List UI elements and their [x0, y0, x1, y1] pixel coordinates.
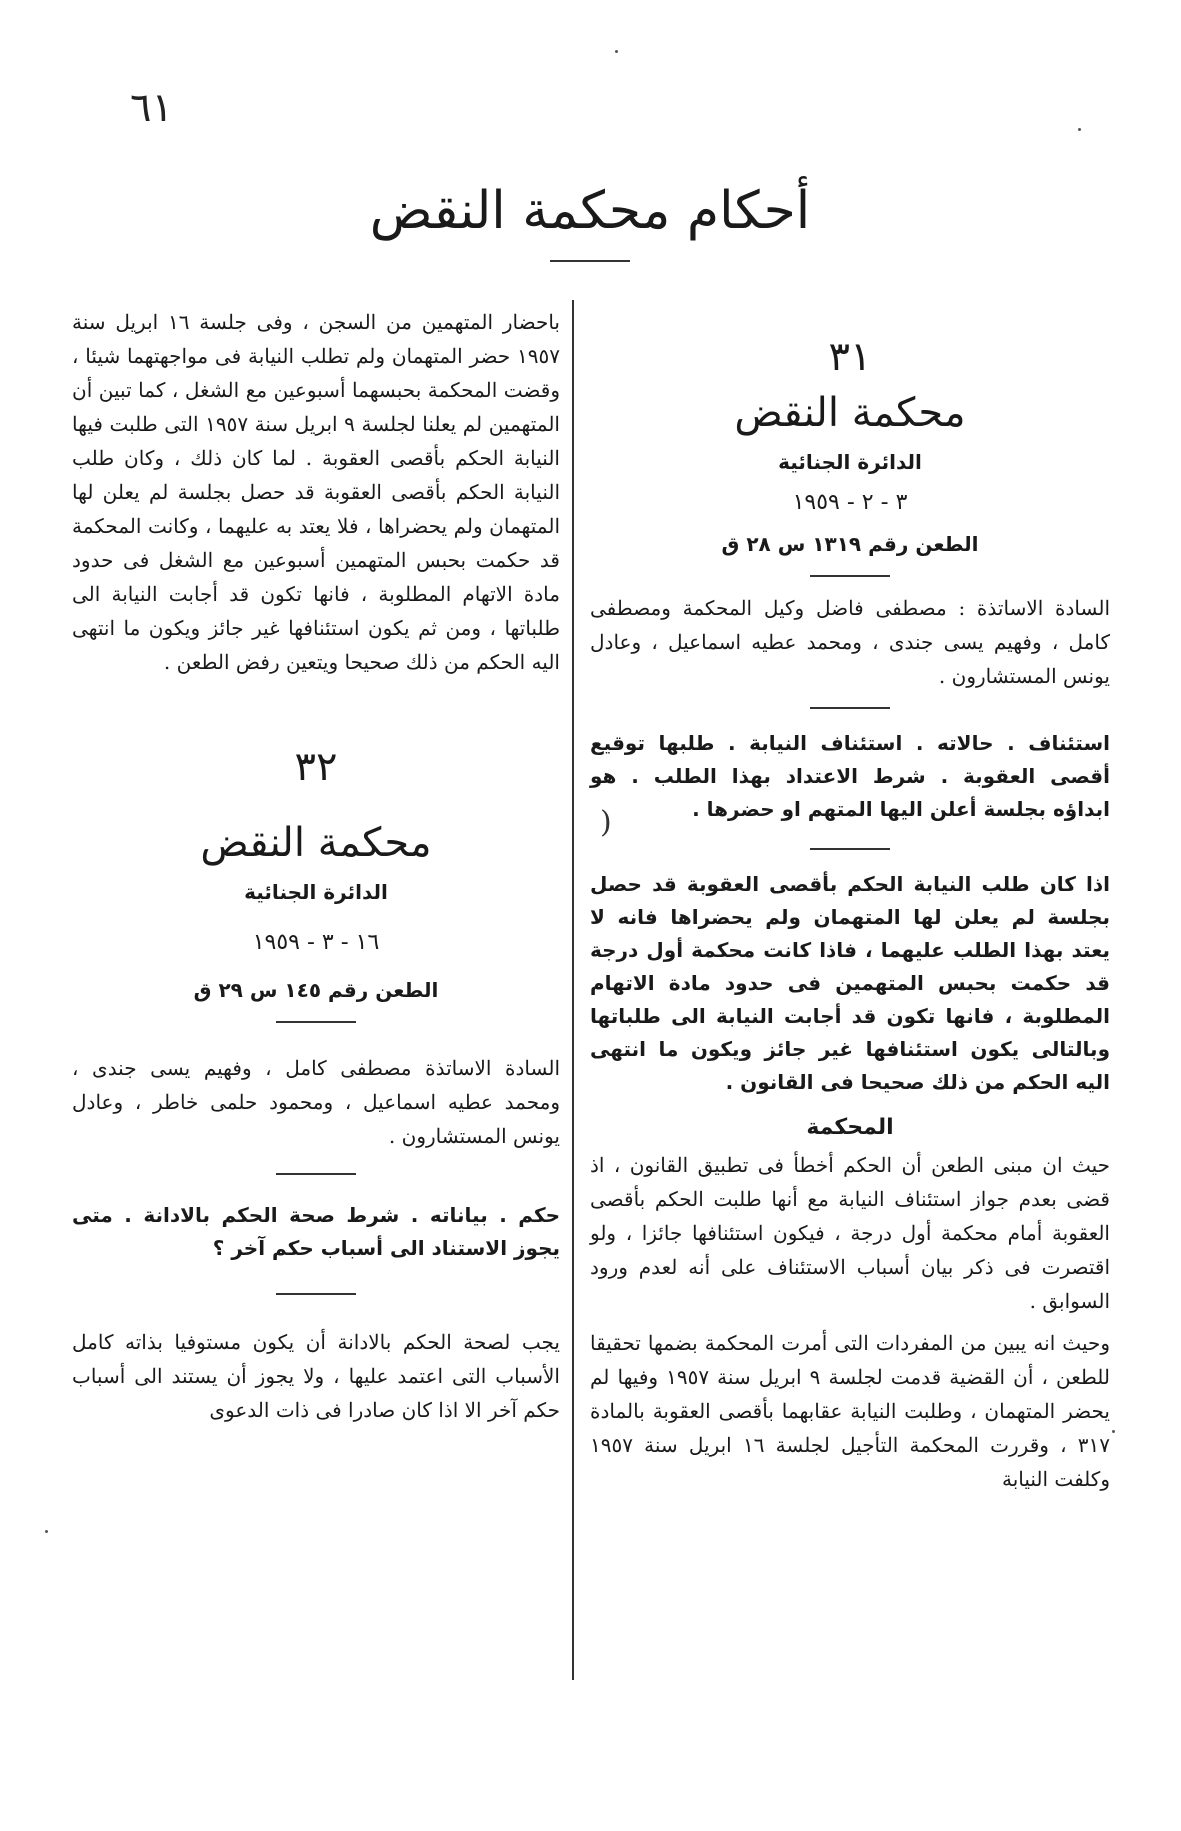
reasoning-paragraph-2: وحيث انه يبين من المفردات التى أمرت المحكمة بضمها تحقيقا للطعن ، أن القضية قدمت لجلسة ٩ ابريل سنة ١٩٥٧ وفيها لم يحضر المتهمان ، وطلبت النيابة عقابهما بأقصى العقوبة بالمادة ٣١٧ ، وقررت المحكمة التأجيل لجلسة ١٦ ابريل سنة ١٩٥٧ وكلفت النيابة — [590, 1331, 1110, 1491]
section-rule — [276, 1293, 356, 1295]
continuation-text: باحضار المتهمين من السجن ، وفى جلسة ١٦ ابريل سنة ١٩٥٧ حضر المتهمان ولم تطلب النيابة فى مواجهتهما شيئا ، وقضت المحكمة بحبسهما أسبوعين مع الشغل ، كما تبين أن المتهمين لم يعلنا لجلسة ٩ ابريل سنة ١٩٥٧ التى طلبت فيها النيابة الحكم بأقصى العقوبة . لما كان ذلك ، وكان طلب النيابة الحكم بأقصى العقوبة قد حصل بجلسة لم يعلن لها المتهمان ولم يحضراها ، فلا يعتد به عليهما ، وكانت المحكمة قد حكمت بحبس المتهمين أسبوعين مع الشغل فى حدود مادة الاتهام المطلوبة ، فانها تكون قد أجابت النيابة الى طلباتها ، ومن ثم يكون استئنافها غير جائز ويكون ما انتهى اليه الحكم من ذلك صحيحا ويتعين رفض الطعن . — [72, 310, 560, 674]
case-date: ١٦ - ٣ - ١٩٥٩ — [252, 930, 380, 955]
section-rule — [810, 707, 890, 709]
court-section-title: المحكمة — [806, 1115, 894, 1140]
principle-text: اذا كان طلب النيابة الحكم بأقصى العقوبة قد حصل بجلسة لم يعلن لها المتهمان ولم يحضراها فانه لا يعتد بهذا الطلب عليهما ، فاذا كانت محكمة أول درجة قد حكمت بحبس المتهمين فى حدود مادة الاتهام المطلوبة ، فانها تكون قد أجابت النيابة الى طلباتها وبالتالى يكون استئنافها غير جائز ويكون ما انتهى اليه الحكم من ذلك صحيحا فى القانون . — [590, 872, 1110, 1094]
case-31-header — [590, 335, 1110, 577]
running-head: أحكام محكمة النقض — [369, 181, 811, 241]
court-name: محكمة النقض — [734, 390, 966, 436]
case-32-header — [72, 745, 560, 1023]
scan-speck — [1112, 1430, 1115, 1433]
judges-text: السادة الاساتذة : مصطفى فاضل وكيل المحكمة ومصطفى كامل ، وفهيم يسى جندى ، ومحمد عطيه اسماعيل ، وعادل يونس المستشارون . — [590, 596, 1110, 688]
appeal-number: الطعن رقم ١٤٥ س ٢٩ ق — [193, 978, 439, 1002]
headnote-text: استئناف . حالاته . استئناف النيابة . طلبها توقيع أقصى العقوبة . شرط الاعتداد بهذا الطلب . هو ابداؤه بجلسة أعلن اليها المتهم او حضرها . — [590, 731, 1110, 821]
section-rule — [276, 1021, 356, 1023]
circuit-name: الدائرة الجنائية — [244, 880, 388, 904]
case-number: ٣٢ — [294, 744, 338, 790]
headnote-text: حكم . بياناته . شرط صحة الحكم بالادانة . متى يجوز الاستناد الى أسباب حكم آخر ؟ — [72, 1203, 560, 1260]
right-column — [590, 305, 1110, 1496]
scan-speck — [615, 50, 618, 53]
section-rule — [810, 575, 890, 577]
page-number: ٦١ — [130, 85, 173, 131]
case-number: ٣١ — [828, 334, 872, 380]
header-rule — [550, 260, 630, 262]
scan-speck — [1078, 128, 1081, 131]
section-rule — [810, 848, 890, 850]
reasoning-paragraph-1: حيث ان مبنى الطعن أن الحكم أخطأ فى تطبيق القانون ، اذ قضى بعدم جواز استئناف النيابة مع أنها طلبت الحكم بأقصى العقوبة أمام محكمة أول درجة ، فيكون استئنافها جائزا ، ولو اقتصرت فى ذكر بيان أسباب الاستئناف على أنه لعدم ورود السوابق . — [590, 1153, 1110, 1313]
margin-bracket-mark: ) — [600, 805, 612, 840]
circuit-name: الدائرة الجنائية — [778, 450, 922, 474]
column-divider — [572, 300, 574, 1680]
principle-text: يجب لصحة الحكم بالادانة أن يكون مستوفيا بذاته كامل الأسباب التى اعتمد عليها ، ولا يجوز أن يستند الى أسباب حكم آخر الا اذا كان صادرا فى ذات الدعوى — [72, 1330, 560, 1422]
scan-speck — [45, 1530, 48, 1533]
case-date: ٣ - ٢ - ١٩٥٩ — [792, 490, 908, 515]
left-column — [72, 305, 560, 1427]
court-name: محكمة النقض — [200, 820, 432, 866]
judges-text: السادة الاساتذة مصطفى كامل ، وفهيم يسى جندى ، ومحمد عطيه اسماعيل ، ومحمود حلمى خاطر ، وعادل يونس المستشارون . — [72, 1056, 560, 1148]
appeal-number: الطعن رقم ١٣١٩ س ٢٨ ق — [721, 532, 979, 556]
section-rule — [276, 1173, 356, 1175]
